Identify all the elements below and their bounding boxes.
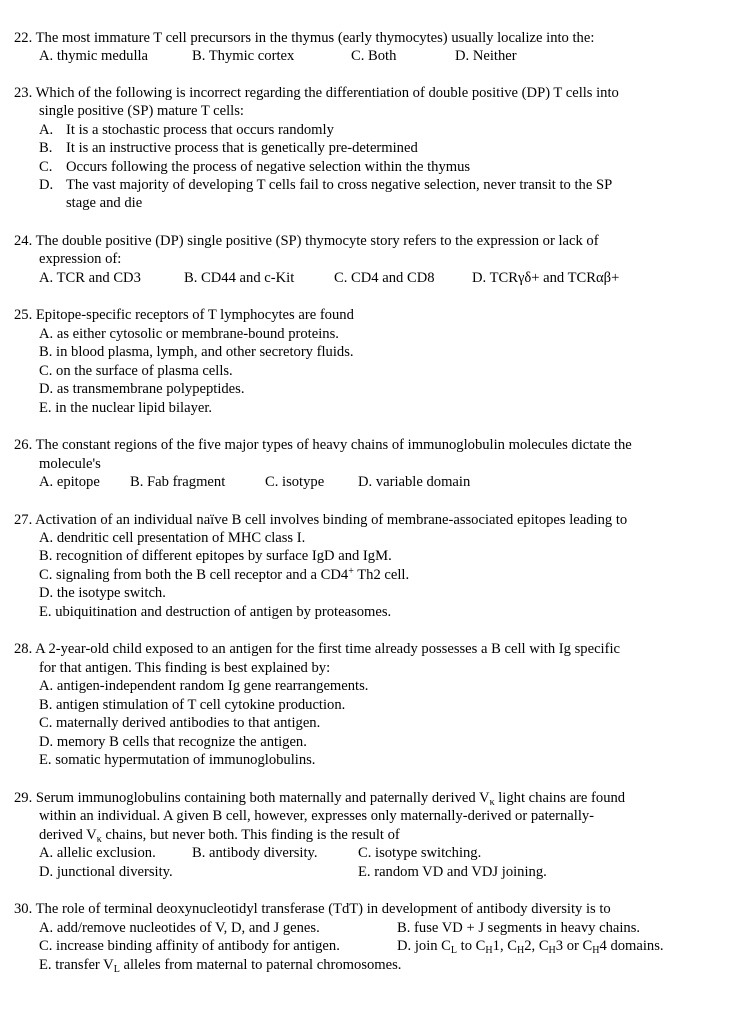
q22-option-c: C. Both <box>351 48 397 64</box>
q28-stem-line1: 28. A 2-year-old child exposed to an antigen for the first time already possesses a B cell with Ig specific <box>14 641 620 657</box>
q28-option-c: C. maternally derived antibodies to that antigen. <box>39 715 321 731</box>
q30-option-b: B. fuse VD + J segments in heavy chains. <box>397 920 641 936</box>
q25-option-d: D. as transmembrane polypeptides. <box>39 381 245 397</box>
q23-option-a: It is a stochastic process that occurs randomly <box>66 122 334 138</box>
q30-stem: 30. The role of terminal deoxynucleotidyl transferase (TdT) in development of antibody diversity is to <box>14 901 611 917</box>
q23-option-b: It is an instructive process that is genetically pre-determined <box>66 140 418 156</box>
q27-stem: 27. Activation of an individual naïve B cell involves binding of membrane-associated epitopes leading to <box>14 512 628 528</box>
q22-stem: 22. The most immature T cell precursors in the thymus (early thymocytes) usually localize into the: <box>14 30 595 46</box>
q24-stem-line2: expression of: <box>39 251 122 267</box>
q29-option-d: D. junctional diversity. <box>39 864 173 880</box>
q29-stem-line1: 29. Serum immunoglobulins containing both maternally and paternally derived $V_\kappa$ light chains are found <box>14 790 626 808</box>
q24-option-c: C. CD4 and CD8 <box>334 270 435 286</box>
q29-option-b: B. antibody diversity. <box>192 845 318 861</box>
q29-option-e: E. random VD and VDJ joining. <box>358 864 547 880</box>
q23-stem-line1: 23. Which of the following is incorrect regarding the differentiation of double positive (DP) T cells into <box>14 85 619 101</box>
q24-stem-line1: 24. The double positive (DP) single positive (SP) thymocyte story refers to the expression or lack of <box>14 233 599 249</box>
q28-option-b: B. antigen stimulation of T cell cytokine production. <box>39 697 346 713</box>
q23-option-d-line1: The vast majority of developing T cells fail to cross negative selection, never transit to the SP <box>66 177 613 193</box>
q29-stem-line2: within an individual. A given B cell, however, expresses only maternally-derived or paternally- <box>39 808 595 824</box>
q25-stem: 25. Epitope-specific receptors of T lymphocytes are found <box>14 307 354 323</box>
q24-option-d: D. TCRγδ+ and TCRαβ+ <box>472 270 620 286</box>
q24-option-a: A. TCR and CD3 <box>39 270 141 286</box>
q23-option-d-letter: D. <box>39 177 54 193</box>
q28-option-d: D. memory B cells that recognize the antigen. <box>39 734 307 750</box>
q23-option-c-letter: C. <box>39 159 53 175</box>
q30-option-d: D. join $C_L$ to $C_H1$, $C_H2$, $C_H3$ or $C_H4$ domains. <box>397 938 664 956</box>
q25-option-b: B. in blood plasma, lymph, and other secretory fluids. <box>39 344 354 360</box>
q28-stem-line2: for that antigen. This finding is best explained by: <box>39 660 331 676</box>
q23-option-c: Occurs following the process of negative selection within the thymus <box>66 159 471 175</box>
q29-option-c: C. isotype switching. <box>358 845 482 861</box>
q22-option-d: D. Neither <box>455 48 517 64</box>
q23-option-b-letter: B. <box>39 140 53 156</box>
q24-option-b: B. CD44 and c-Kit <box>184 270 295 286</box>
q27-option-c: C. signaling from both the B cell receptor and a CD4+ Th2 cell. <box>39 566 410 583</box>
q25-option-c: C. on the surface of plasma cells. <box>39 363 233 379</box>
q30-option-e: E. transfer $V_L$ alleles from maternal to paternal chromosomes. <box>39 957 402 975</box>
q26-stem-line2: molecule's <box>39 456 101 472</box>
q30-option-a: A. add/remove nucleotides of V, D, and J genes. <box>39 920 320 936</box>
q26-stem-line1: 26. The constant regions of the five major types of heavy chains of immunoglobulin molecules dictate the <box>14 437 632 453</box>
q28-option-a: A. antigen-independent random Ig gene rearrangements. <box>39 678 369 694</box>
q22-option-b: B. Thymic cortex <box>192 48 295 64</box>
q26-option-c: C. isotype <box>265 474 325 490</box>
q23-option-d-line2: stage and die <box>66 195 143 211</box>
q26-option-b: B. Fab fragment <box>130 474 226 490</box>
q27-option-e: E. ubiquitination and destruction of antigen by proteasomes. <box>39 604 392 620</box>
q25-option-e: E. in the nuclear lipid bilayer. <box>39 400 213 416</box>
q23-stem-line2: single positive (SP) mature T cells: <box>39 103 244 119</box>
q28-option-e: E. somatic hypermutation of immunoglobulins. <box>39 752 316 768</box>
q26-option-a: A. epitope <box>39 474 100 490</box>
q25-option-a: A. as either cytosolic or membrane-bound proteins. <box>39 326 339 342</box>
q29-option-a: A. allelic exclusion. <box>39 845 156 861</box>
q30-option-c: C. increase binding affinity of antibody for antigen. <box>39 938 340 954</box>
q27-option-d: D. the isotype switch. <box>39 585 166 601</box>
q27-option-b: B. recognition of different epitopes by surface IgD and IgM. <box>39 548 392 564</box>
q22-option-a: A. thymic medulla <box>39 48 149 64</box>
q29-stem-line3: derived $V_\kappa$ chains, but never both. This finding is the result of <box>39 827 400 845</box>
q26-option-d: D. variable domain <box>358 474 471 490</box>
q27-option-a: A. dendritic cell presentation of MHC class I. <box>39 530 306 546</box>
q23-option-a-letter: A. <box>39 122 54 138</box>
